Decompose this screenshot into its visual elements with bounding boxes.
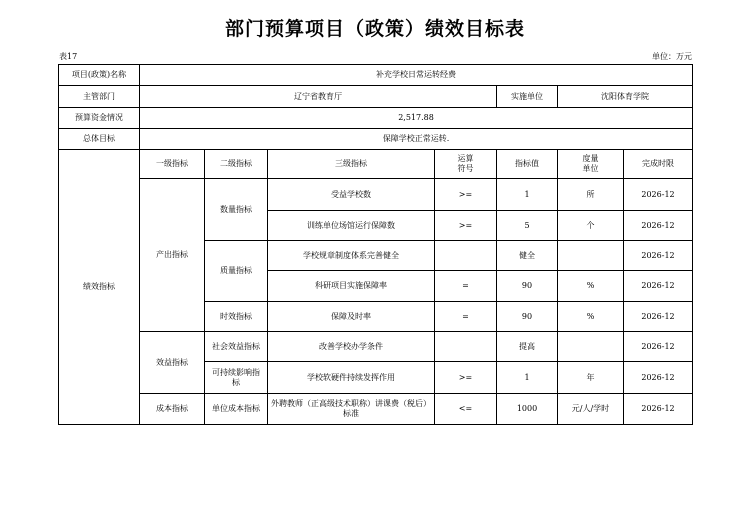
impl-unit-value: 沈阳体育学院 — [558, 86, 693, 108]
indicator-value: 1 — [497, 362, 558, 394]
header-row — [59, 150, 693, 179]
header-value: 指标值 — [497, 150, 558, 179]
budget-label: 预算资金情况 — [59, 108, 140, 129]
indicator-value: 90 — [497, 271, 558, 302]
indicator-value: 1 — [497, 179, 558, 211]
lvl2-unitcost: 单位成本指标 — [205, 394, 268, 425]
lvl2-timeliness: 时效指标 — [205, 302, 268, 332]
measure-unit: 所 — [558, 179, 624, 211]
measure-unit — [558, 332, 624, 362]
header-lvl3: 三级指标 — [268, 150, 435, 179]
page-title: 部门预算项目（政策）绩效目标表 — [224, 18, 525, 40]
lvl3-name: 外聘教师（正高级技术职称）讲课费（税后）标准 — [268, 394, 435, 425]
lvl3-name: 受益学校数 — [268, 179, 435, 211]
measure-unit: % — [558, 302, 624, 332]
project-name-row — [59, 65, 693, 86]
operator — [435, 332, 497, 362]
lvl1-cost: 成本指标 — [140, 394, 205, 425]
budget-row — [59, 108, 693, 129]
unit-label: 单位：万元 — [652, 52, 692, 61]
lvl3-name: 学校规章制度体系完善健全 — [268, 241, 435, 271]
table-number: 表17 — [59, 52, 78, 61]
operator: >= — [435, 179, 497, 211]
table-row — [59, 179, 693, 211]
impl-unit-label: 实施单位 — [497, 86, 558, 108]
lvl1-output: 产出指标 — [140, 179, 205, 332]
indicator-value: 90 — [497, 302, 558, 332]
perf-indicator-label: 绩效指标 — [59, 150, 140, 425]
department-row — [59, 86, 693, 108]
header-deadline: 完成时限 — [624, 150, 693, 179]
operator: >= — [435, 211, 497, 241]
lvl2-quality: 质量指标 — [205, 241, 268, 302]
measure-unit: 元/人/学时 — [558, 394, 624, 425]
deadline: 2026-12 — [624, 211, 693, 241]
deadline: 2026-12 — [624, 394, 693, 425]
indicator-value: 提高 — [497, 332, 558, 362]
lvl2-quantity: 数量指标 — [205, 179, 268, 241]
header-operator: 运算 符号 — [435, 150, 497, 179]
operator: <= — [435, 394, 497, 425]
lvl3-name: 改善学校办学条件 — [268, 332, 435, 362]
operator: = — [435, 271, 497, 302]
indicator-value: 5 — [497, 211, 558, 241]
goal-label: 总体目标 — [59, 129, 140, 150]
deadline: 2026-12 — [624, 362, 693, 394]
project-name-value: 补充学校日常运转经费 — [140, 65, 693, 86]
indicator-value: 健全 — [497, 241, 558, 271]
lvl3-name: 保障及时率 — [268, 302, 435, 332]
deadline: 2026-12 — [624, 332, 693, 362]
lvl3-name: 科研项目实施保障率 — [268, 271, 435, 302]
measure-unit: % — [558, 271, 624, 302]
measure-unit — [558, 241, 624, 271]
table-row — [59, 332, 693, 362]
table-row — [59, 394, 693, 425]
deadline: 2026-12 — [624, 271, 693, 302]
operator — [435, 241, 497, 271]
lvl3-name: 训练单位场馆运行保障数 — [268, 211, 435, 241]
header-lvl1: 一级指标 — [140, 150, 205, 179]
goal-value: 保障学校正常运转. — [140, 129, 693, 150]
header-unit: 度量 单位 — [558, 150, 624, 179]
dept-label: 主管部门 — [59, 86, 140, 108]
lvl3-name: 学校软硬件持续发挥作用 — [268, 362, 435, 394]
measure-unit: 年 — [558, 362, 624, 394]
deadline: 2026-12 — [624, 179, 693, 211]
operator: = — [435, 302, 497, 332]
deadline: 2026-12 — [624, 241, 693, 271]
goal-row — [59, 129, 693, 150]
indicator-value: 1000 — [497, 394, 558, 425]
dept-value: 辽宁省教育厅 — [140, 86, 497, 108]
header-lvl2: 二级指标 — [205, 150, 268, 179]
lvl1-benefit: 效益指标 — [140, 332, 205, 394]
lvl2-social: 社会效益指标 — [205, 332, 268, 362]
deadline: 2026-12 — [624, 302, 693, 332]
lvl2-sustain: 可持续影响指 标 — [205, 362, 268, 394]
project-name-label: 项目(政策)名称 — [59, 65, 140, 86]
measure-unit: 个 — [558, 211, 624, 241]
operator: >= — [435, 362, 497, 394]
budget-value: 2,517.88 — [140, 108, 693, 129]
performance-table — [58, 64, 693, 425]
